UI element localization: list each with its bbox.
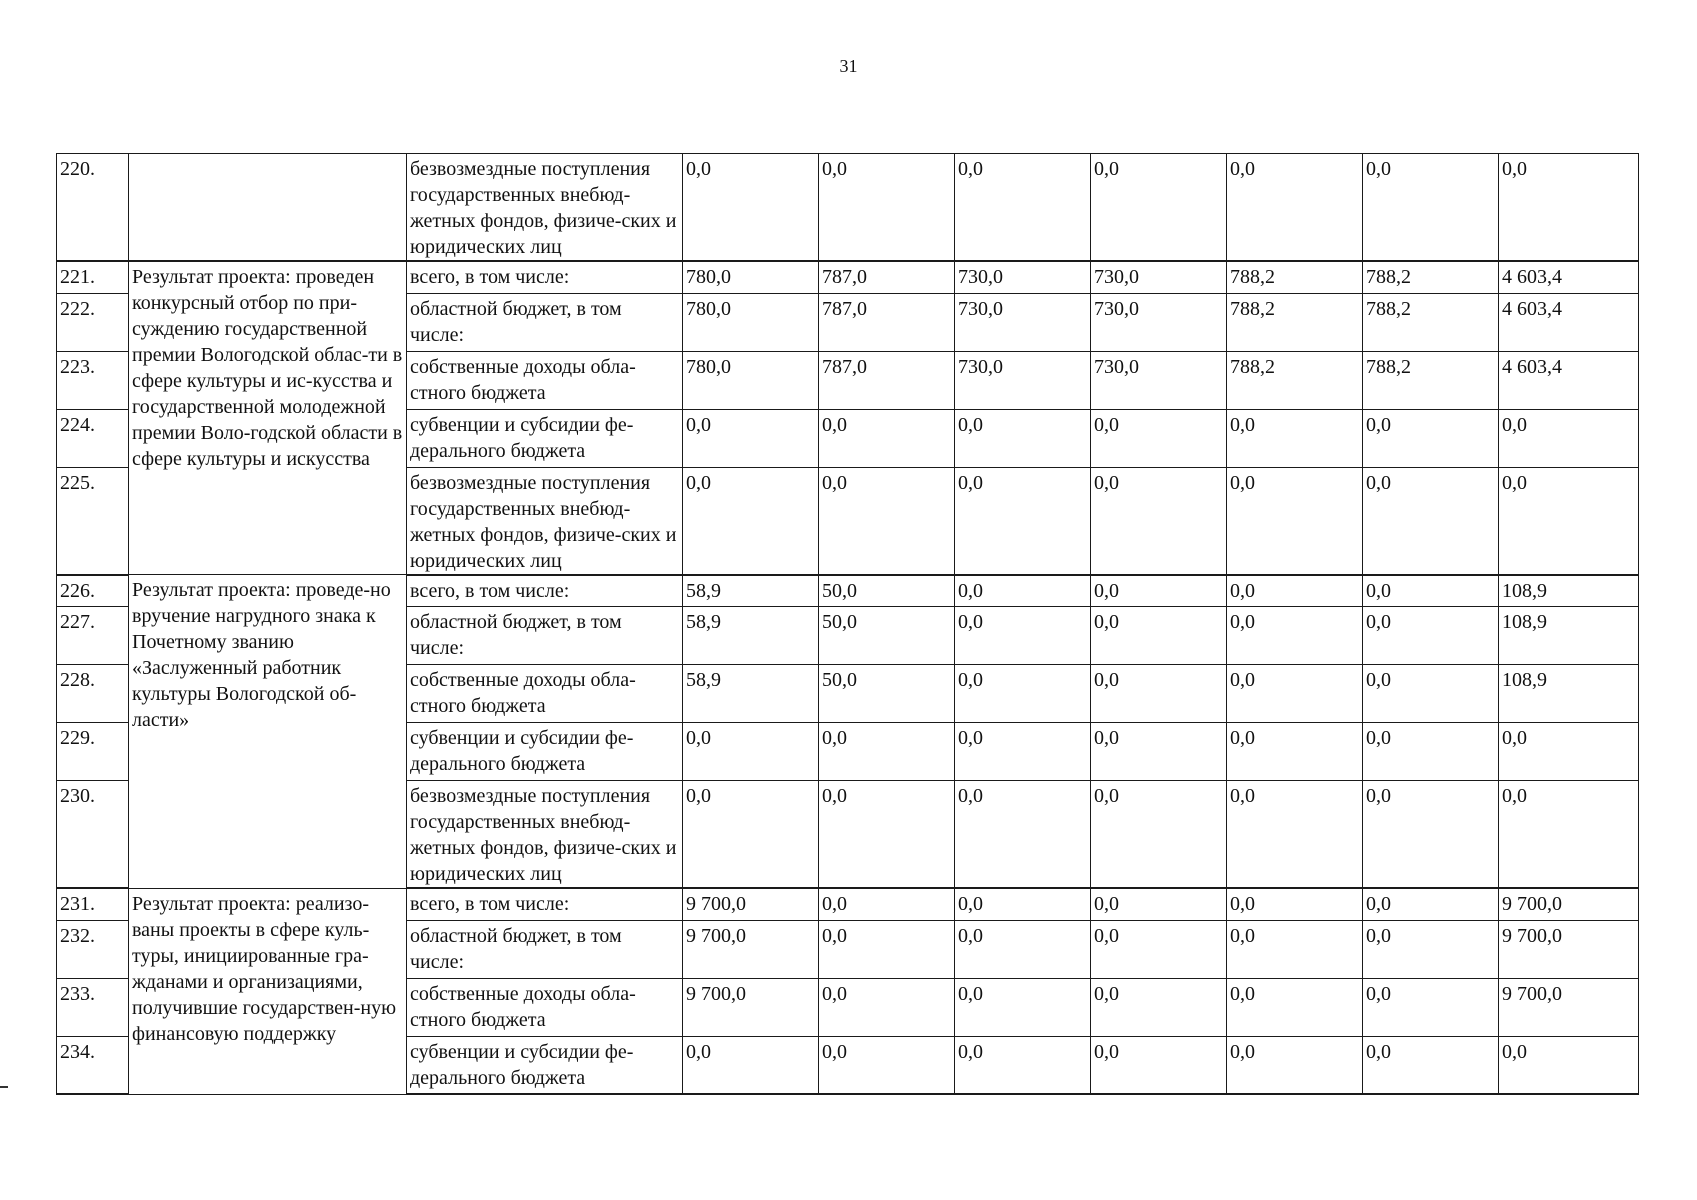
value-cell: 0,0	[1091, 665, 1227, 723]
value-cell: 0,0	[683, 467, 819, 575]
funding-source: всего, в том числе:	[407, 261, 683, 293]
value-cell: 4 603,4	[1499, 261, 1639, 293]
value-cell: 0,0	[1091, 1036, 1227, 1094]
value-cell: 9 700,0	[683, 888, 819, 920]
value-cell: 0,0	[683, 781, 819, 889]
value-cell: 788,2	[1227, 351, 1363, 409]
funding-source: субвенции и субсидии фе-дерального бюджета	[407, 723, 683, 781]
funding-source: безвозмездные поступления государственных внебюд-жетных фондов, физиче-ских и юридических лиц	[407, 154, 683, 262]
value-cell: 788,2	[1363, 261, 1499, 293]
value-cell: 0,0	[819, 781, 955, 889]
value-cell: 0,0	[955, 888, 1091, 920]
value-cell: 0,0	[1091, 154, 1227, 262]
funding-source: областной бюджет, в том числе:	[407, 293, 683, 351]
value-cell: 0,0	[819, 888, 955, 920]
value-cell: 0,0	[1363, 575, 1499, 607]
funding-source: субвенции и субсидии фе-дерального бюджета	[407, 409, 683, 467]
value-cell: 788,2	[1363, 351, 1499, 409]
value-cell: 9 700,0	[683, 978, 819, 1036]
result-cell-empty	[129, 154, 407, 262]
value-cell: 108,9	[1499, 575, 1639, 607]
value-cell: 787,0	[819, 261, 955, 293]
value-cell: 0,0	[1363, 467, 1499, 575]
value-cell: 0,0	[1363, 888, 1499, 920]
value-cell: 108,9	[1499, 665, 1639, 723]
row-number: 227.	[57, 607, 129, 665]
value-cell: 730,0	[955, 293, 1091, 351]
value-cell: 0,0	[955, 467, 1091, 575]
scan-edge-mark	[0, 1086, 8, 1088]
value-cell: 0,0	[1363, 154, 1499, 262]
row-number: 225.	[57, 467, 129, 575]
value-cell: 0,0	[955, 723, 1091, 781]
funding-source: субвенции и субсидии фе-дерального бюджета	[407, 1036, 683, 1094]
value-cell: 0,0	[1363, 1036, 1499, 1094]
value-cell: 0,0	[955, 607, 1091, 665]
row-number: 224.	[57, 409, 129, 467]
value-cell: 0,0	[1227, 920, 1363, 978]
value-cell: 9 700,0	[1499, 888, 1639, 920]
value-cell: 0,0	[683, 1036, 819, 1094]
project-result: Результат проекта: проведен конкурсный отбор по при-суждению государственной премии Вологодской облас-ти в сфере культуры и ис-кусства и государственной молодежной премии Воло-годской области в сфере культуры и искусства	[129, 261, 407, 575]
value-cell: 0,0	[955, 920, 1091, 978]
value-cell: 0,0	[1227, 888, 1363, 920]
value-cell: 0,0	[955, 978, 1091, 1036]
row-number: 233.	[57, 978, 129, 1036]
value-cell: 9 700,0	[1499, 978, 1639, 1036]
row-number: 232.	[57, 920, 129, 978]
value-cell: 0,0	[1363, 665, 1499, 723]
funding-source: собственные доходы обла-стного бюджета	[407, 351, 683, 409]
value-cell: 0,0	[1227, 1036, 1363, 1094]
value-cell: 0,0	[819, 409, 955, 467]
value-cell: 50,0	[819, 575, 955, 607]
value-cell: 780,0	[683, 293, 819, 351]
value-cell: 0,0	[1227, 154, 1363, 262]
funding-source: всего, в том числе:	[407, 888, 683, 920]
value-cell: 0,0	[1363, 920, 1499, 978]
value-cell: 730,0	[1091, 261, 1227, 293]
row-number: 226.	[57, 575, 129, 607]
funding-source: всего, в том числе:	[407, 575, 683, 607]
value-cell: 0,0	[955, 409, 1091, 467]
budget-table	[56, 153, 1639, 1095]
value-cell: 0,0	[1227, 665, 1363, 723]
funding-source: собственные доходы обла-стного бюджета	[407, 665, 683, 723]
row-number: 230.	[57, 781, 129, 889]
project-result: Результат проекта: реализо-ваны проекты в сфере куль-туры, инициированные гра-жданами и организациями, получившие государствен-ную финансовую поддержку	[129, 888, 407, 1094]
value-cell: 0,0	[1227, 409, 1363, 467]
value-cell: 0,0	[819, 467, 955, 575]
table-row	[57, 261, 1639, 293]
row-number: 223.	[57, 351, 129, 409]
value-cell: 0,0	[1091, 781, 1227, 889]
value-cell: 50,0	[819, 607, 955, 665]
value-cell: 780,0	[683, 351, 819, 409]
value-cell: 0,0	[1499, 781, 1639, 889]
project-result: Результат проекта: проведе-но вручение нагрудного знака к Почетному званию «Заслуженный работник культуры Вологодской об-ласти»	[129, 575, 407, 889]
value-cell: 788,2	[1227, 261, 1363, 293]
value-cell: 108,9	[1499, 607, 1639, 665]
value-cell: 0,0	[1499, 467, 1639, 575]
value-cell: 730,0	[955, 261, 1091, 293]
value-cell: 9 700,0	[683, 920, 819, 978]
row-number: 222.	[57, 293, 129, 351]
value-cell: 0,0	[1363, 607, 1499, 665]
value-cell: 58,9	[683, 575, 819, 607]
value-cell: 58,9	[683, 607, 819, 665]
value-cell: 730,0	[1091, 351, 1227, 409]
value-cell: 730,0	[1091, 293, 1227, 351]
value-cell: 0,0	[1499, 154, 1639, 262]
value-cell: 0,0	[1091, 467, 1227, 575]
value-cell: 0,0	[955, 1036, 1091, 1094]
table-row	[57, 154, 1639, 262]
value-cell: 0,0	[1499, 409, 1639, 467]
funding-source: областной бюджет, в том числе:	[407, 920, 683, 978]
value-cell: 0,0	[955, 575, 1091, 607]
table-row	[57, 575, 1639, 607]
value-cell: 0,0	[1363, 409, 1499, 467]
value-cell: 0,0	[683, 154, 819, 262]
row-number: 228.	[57, 665, 129, 723]
value-cell: 4 603,4	[1499, 351, 1639, 409]
value-cell: 4 603,4	[1499, 293, 1639, 351]
row-number: 229.	[57, 723, 129, 781]
value-cell: 787,0	[819, 293, 955, 351]
value-cell: 0,0	[1499, 723, 1639, 781]
value-cell: 0,0	[955, 154, 1091, 262]
row-number: 231.	[57, 888, 129, 920]
value-cell: 0,0	[1091, 978, 1227, 1036]
value-cell: 0,0	[1091, 607, 1227, 665]
table-row	[57, 888, 1639, 920]
value-cell: 730,0	[955, 351, 1091, 409]
value-cell: 0,0	[819, 920, 955, 978]
value-cell: 0,0	[1091, 888, 1227, 920]
value-cell: 0,0	[1227, 607, 1363, 665]
table-body	[57, 154, 1639, 1095]
value-cell: 0,0	[1227, 723, 1363, 781]
value-cell: 0,0	[955, 665, 1091, 723]
value-cell: 780,0	[683, 261, 819, 293]
value-cell: 0,0	[1227, 978, 1363, 1036]
value-cell: 0,0	[1499, 1036, 1639, 1094]
funding-source: областной бюджет, в том числе:	[407, 607, 683, 665]
value-cell: 0,0	[1227, 467, 1363, 575]
value-cell: 50,0	[819, 665, 955, 723]
value-cell: 0,0	[819, 978, 955, 1036]
row-number: 221.	[57, 261, 129, 293]
value-cell: 58,9	[683, 665, 819, 723]
value-cell: 788,2	[1227, 293, 1363, 351]
row-number: 220.	[57, 154, 129, 262]
page-number: 31	[839, 56, 858, 76]
value-cell: 788,2	[1363, 293, 1499, 351]
value-cell: 0,0	[683, 723, 819, 781]
value-cell: 0,0	[1363, 781, 1499, 889]
funding-source: безвозмездные поступления государственных внебюд-жетных фондов, физиче-ских и юридических лиц	[407, 781, 683, 889]
value-cell: 0,0	[1091, 920, 1227, 978]
value-cell: 0,0	[1227, 781, 1363, 889]
row-number: 234.	[57, 1036, 129, 1094]
value-cell: 0,0	[1363, 723, 1499, 781]
value-cell: 0,0	[1227, 575, 1363, 607]
value-cell: 9 700,0	[1499, 920, 1639, 978]
value-cell: 0,0	[819, 723, 955, 781]
value-cell: 0,0	[819, 1036, 955, 1094]
value-cell: 0,0	[1091, 575, 1227, 607]
value-cell: 0,0	[819, 154, 955, 262]
value-cell: 787,0	[819, 351, 955, 409]
value-cell: 0,0	[1363, 978, 1499, 1036]
funding-source: безвозмездные поступления государственных внебюд-жетных фондов, физиче-ских и юридических лиц	[407, 467, 683, 575]
value-cell: 0,0	[955, 781, 1091, 889]
value-cell: 0,0	[1091, 409, 1227, 467]
value-cell: 0,0	[683, 409, 819, 467]
funding-source: собственные доходы обла-стного бюджета	[407, 978, 683, 1036]
value-cell: 0,0	[1091, 723, 1227, 781]
